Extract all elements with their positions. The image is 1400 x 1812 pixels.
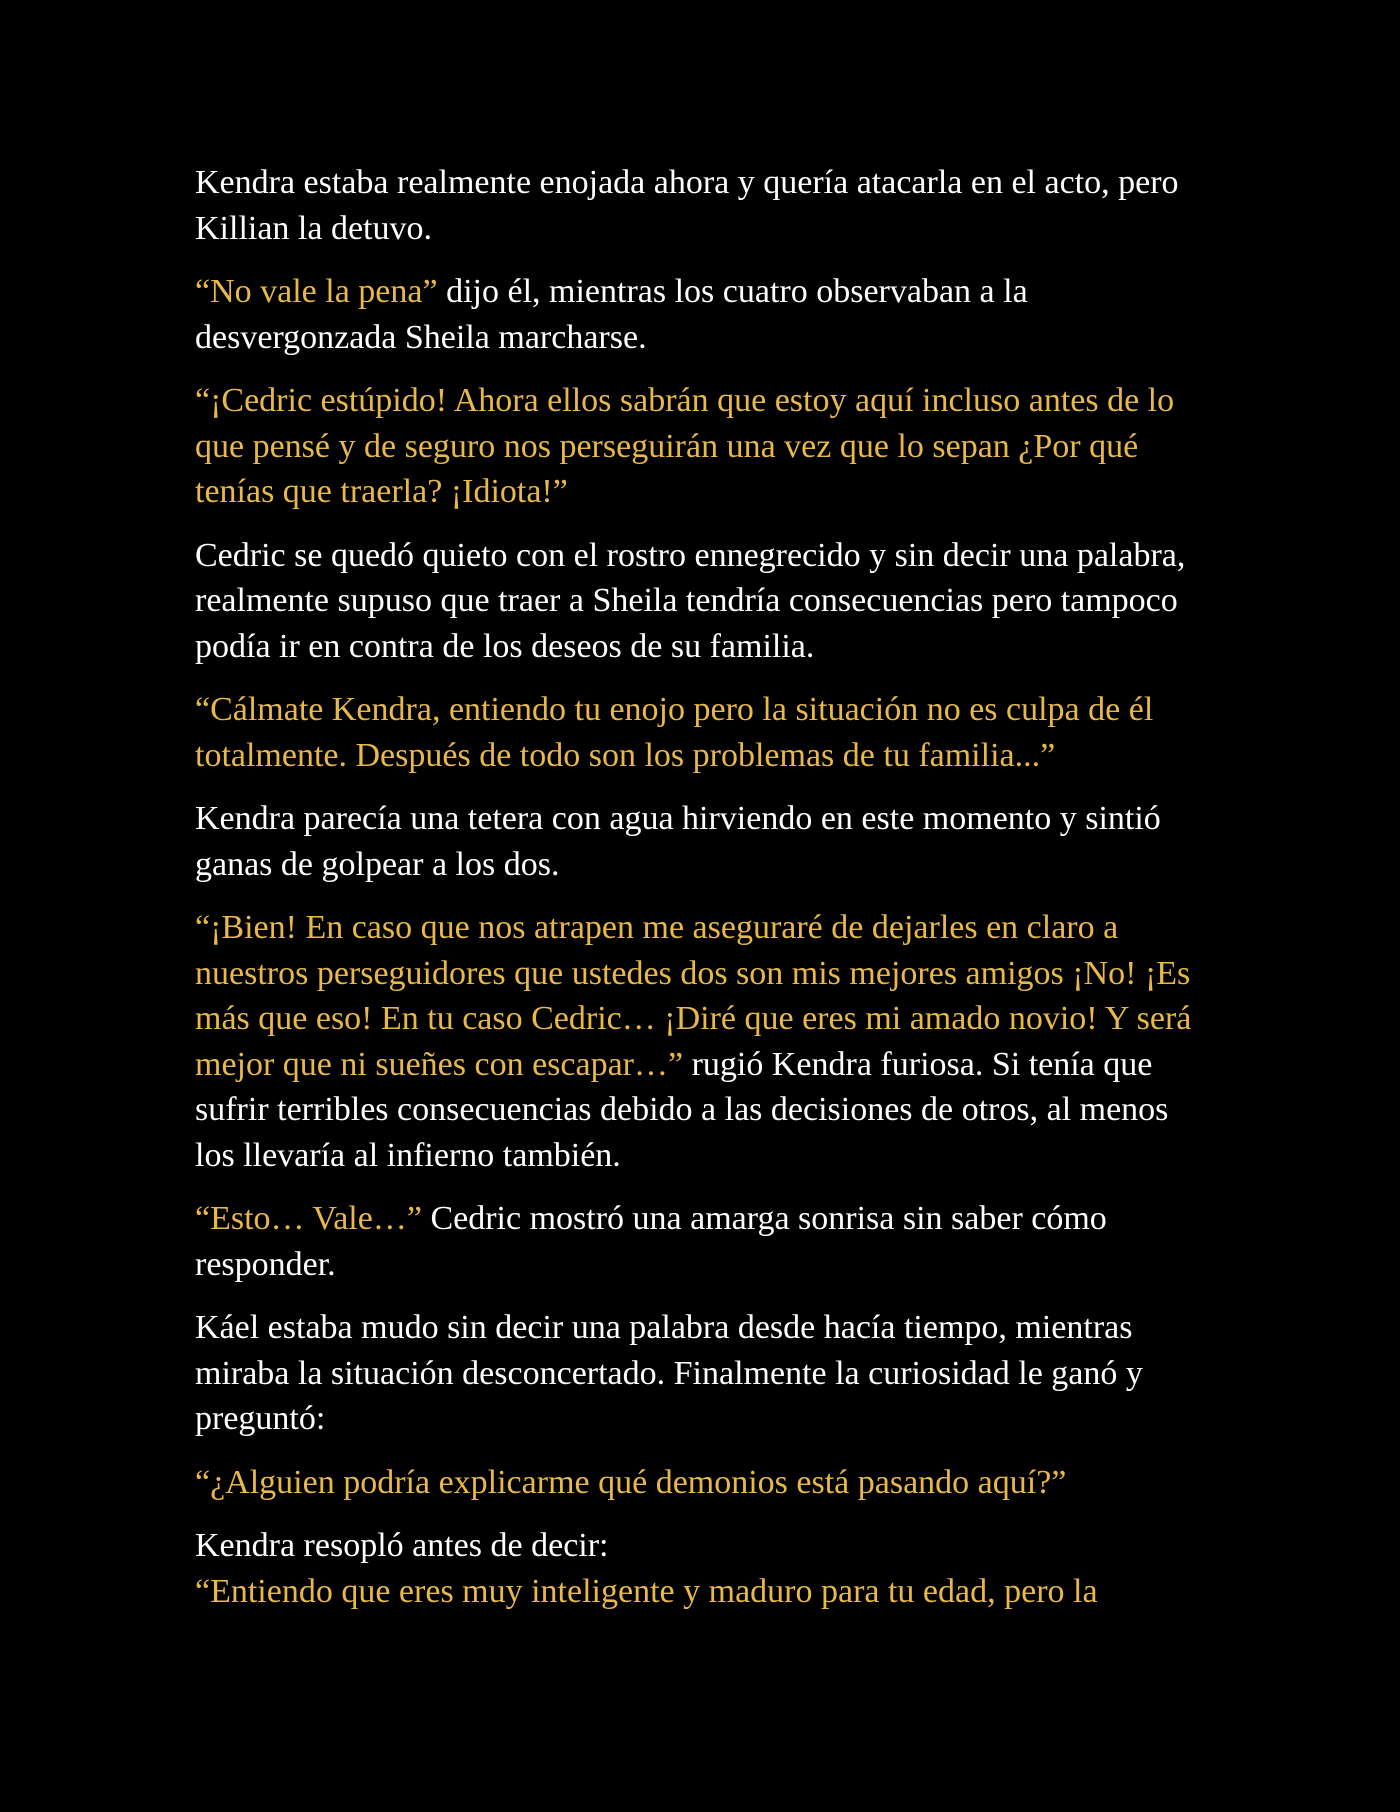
dialogue-text: “Entiendo que eres muy inteligente y maduro para tu edad, pero la (195, 1572, 1098, 1610)
narration-text: dijo él, mientras los cuatro observaban a la desvergonzada Sheila marcharse. (195, 273, 1028, 356)
paragraph-9 (195, 1305, 1215, 1442)
dialogue-text: “¡Cedric estúpido! Ahora ellos sabrán que estoy aquí incluso antes de lo que pensé y de seguro nos perseguirán una vez que lo sepan ¿Por qué tenías que traerla? ¡Idiota!” (195, 382, 1175, 510)
paragraph-5 (195, 687, 1215, 778)
paragraph-1 (195, 160, 1215, 251)
paragraph-6 (195, 796, 1215, 887)
paragraph-11 (195, 1523, 1215, 1569)
narration-text: Kendra resopló antes de decir: (195, 1527, 609, 1564)
dialogue-text: “¿Alguien podría explicarme qué demonios está pasando aquí?” (195, 1463, 1067, 1501)
narration-text: Káel estaba mudo sin decir una palabra desde hacía tiempo, mientras miraba la situación desconcertado. Finalmente la curiosidad le ganó y preguntó: (195, 1309, 1143, 1437)
dialogue-text: “¡Bien! En caso que nos atrapen me aseguraré de dejarles en claro a nuestros perseguidores que ustedes dos son mis mejores amigos ¡No! ¡Es más que eso! En tu caso Cedric… ¡Diré que eres mi amado novio! Y será mejor que ni sueñes con escapar…” (195, 909, 1192, 1083)
narration-text: Kendra estaba realmente enojada ahora y quería atacarla en el acto, pero Killian la detuvo. (195, 164, 1179, 247)
narration-text: Cedric se quedó quieto con el rostro ennegrecido y sin decir una palabra, realmente supuso que traer a Sheila tendría consecuencias pero tampoco podía ir en contra de los deseos de su familia. (195, 536, 1186, 665)
narration-text: Cedric mostró una amarga sonrisa sin saber cómo responder. (195, 1200, 1107, 1283)
narration-text: Kendra parecía una tetera con agua hirviendo en este momento y sintió ganas de golpear a los dos. (195, 800, 1161, 883)
paragraph-7 (195, 905, 1215, 1178)
dialogue-text: “No vale la pena” (195, 273, 438, 310)
paragraph-12 (195, 1569, 1215, 1615)
paragraph-4 (195, 533, 1215, 670)
dialogue-text: “Esto… Vale…” (195, 1200, 422, 1237)
narration-text: rugió Kendra furiosa. Si tenía que sufrir terribles consecuencias debido a las decisiones de otros, al menos los llevaría al infierno también. (195, 1045, 1169, 1174)
paragraph-8 (195, 1196, 1215, 1287)
paragraph-10 (195, 1460, 1215, 1506)
paragraph-3 (195, 378, 1215, 515)
page-text-column (195, 160, 1215, 1632)
paragraph-2 (195, 269, 1215, 360)
dialogue-text: “Cálmate Kendra, entiendo tu enojo pero la situación no es culpa de él totalmente. Después de todo son los problemas de tu familia...” (195, 691, 1154, 774)
